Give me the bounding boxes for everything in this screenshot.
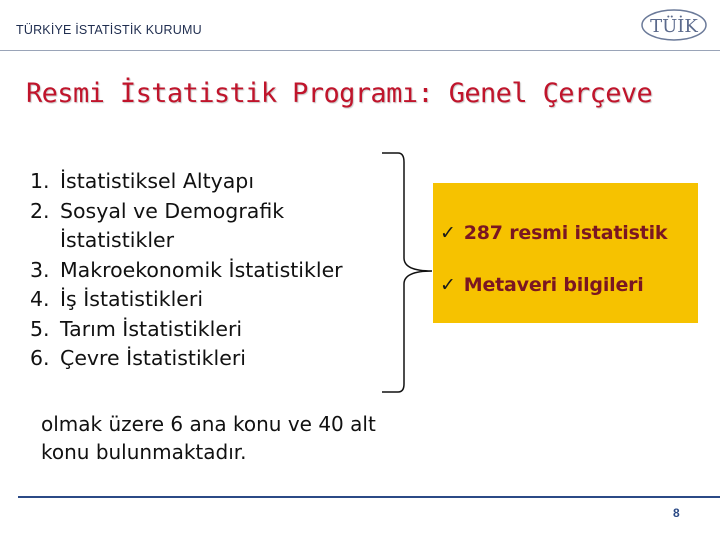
highlight-box (433, 183, 698, 323)
highlight-point (440, 274, 644, 296)
list-number: 2. (30, 198, 50, 223)
list-item (30, 197, 400, 256)
list-label: İstatistiksel Altyapı (60, 169, 255, 193)
tuik-logo (640, 8, 708, 42)
list-item (30, 285, 400, 315)
curly-bracket (370, 150, 440, 395)
list-label: Makroekonomik İstatistikler (60, 257, 343, 282)
check-icon: ✓ (440, 274, 456, 296)
highlight-label: Metaveri bilgileri (463, 274, 644, 296)
list-number: 3. (30, 257, 50, 282)
logo-text: TÜİK (650, 16, 698, 37)
list-item (30, 344, 400, 374)
check-icon: ✓ (440, 222, 456, 244)
slide-title: Resmi İstatistik Programı: Genel Çerçeve (26, 78, 653, 109)
list-number: 4. (30, 287, 50, 311)
list-number: 1. (30, 169, 50, 193)
list-label: Çevre İstatistikleri (60, 346, 246, 370)
footer-divider (18, 496, 720, 498)
list-number: 5. (30, 316, 50, 341)
list-label: İş İstatistikleri (60, 287, 204, 311)
list-label: Tarım İstatistikleri (60, 316, 243, 341)
summary-note: olmak üzere 6 ana konu ve 40 alt konu bulunmaktadır. (41, 412, 376, 464)
highlight-label: 287 resmi istatistik (463, 222, 668, 244)
list-label: Sosyal ve Demografik İstatistikler (60, 198, 285, 252)
list-item (30, 167, 400, 197)
topic-list (30, 167, 400, 374)
organization-name: TÜRKİYE İSTATİSTİK KURUMU (16, 23, 202, 37)
list-item (30, 256, 400, 286)
header-divider (0, 50, 720, 51)
list-number: 6. (30, 346, 50, 370)
list-item (30, 315, 400, 345)
page-number: 8 (673, 506, 680, 520)
highlight-point (440, 222, 667, 244)
